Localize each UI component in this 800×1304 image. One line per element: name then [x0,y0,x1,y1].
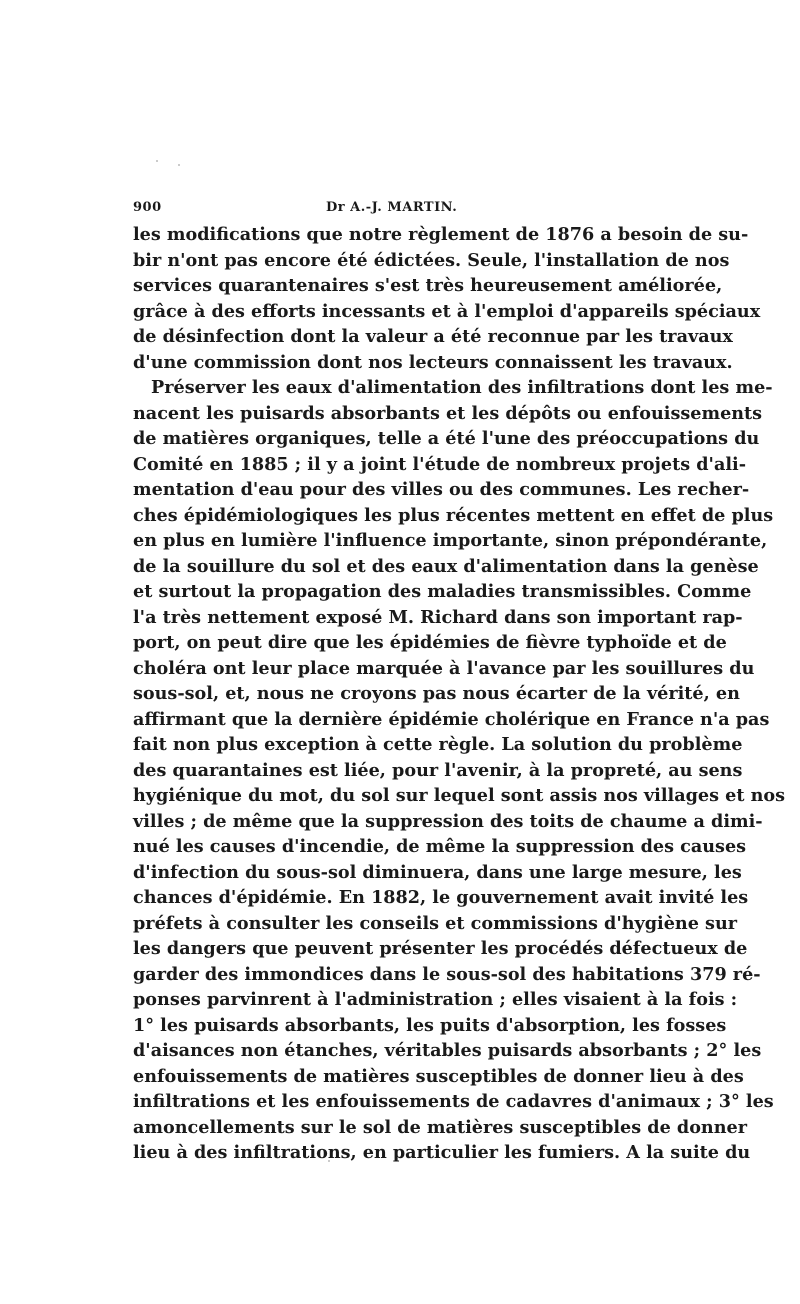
text-line: de la souillure du sol et des eaux d'alimentation dans la genèse [133,555,759,577]
text-line: mentation d'eau pour des villes ou des communes. Les recher- [133,479,750,500]
text-line: préfets à consulter les conseils et commissions d'hygiène sur [133,912,738,934]
text-line: hygiénique du mot, du sol sur lequel sont assis nos villages et nos [133,785,785,806]
running-head-author: Dr A.-J. MARTIN. [326,200,458,215]
text-line: et surtout la propagation des maladies transmissibles. Comme [133,581,752,602]
text-line: d'aisances non étanches, véritables puisards absorbants ; 2° les [133,1040,762,1061]
text-line: lieu à des infiltrations, en particulier les fumiers. A la suite du [133,1142,751,1163]
print-speck [156,160,158,162]
text-line: les dangers que peuvent présenter les procédés défectueux de [133,938,748,959]
text-line: ponses parvinrent à l'administration ; elles visaient à la fois : [133,989,738,1010]
text-line: choléra ont leur place marquée à l'avance par les souillures du [133,657,755,679]
text-line: Comité en 1885 ; il y a joint l'étude de nombreux projets d'ali- [133,453,747,475]
text-line: enfouissements de matières susceptibles de donner lieu à des [133,1065,744,1087]
text-line: affirmant que la dernière épidémie cholérique en France n'a pas [133,708,770,730]
print-speck [178,164,180,166]
text-line: villes ; de même que la suppression des toits de chaume a dimi- [133,810,763,832]
text-line: amoncellements sur le sol de matières susceptibles de donner [133,1116,747,1138]
text-line: nacent les puisards absorbants et les dépôts ou enfouissements [133,402,763,424]
text-line: nué les causes d'incendie, de même la suppression des causes [133,836,747,857]
text-line: ches épidémiologiques les plus récentes mettent en effet de plus [133,504,774,526]
text-line: en plus en lumière l'influence importante, sinon prépondérante, [133,530,768,551]
page-number: 900 [133,200,162,215]
text-line: fait non plus exception à cette règle. La solution du problème [133,734,743,755]
text-line: sous-sol, et, nous ne croyons pas nous écarter de la vérité, en [133,683,740,704]
text-line: d'une commission dont nos lecteurs connaissent les travaux. [133,351,733,373]
text-line: port, on peut dire que les épidémies de fièvre typhoïde et de [133,632,727,653]
text-line: de matières organiques, telle a été l'une des préoccupations du [133,428,760,449]
paragraph-2 [133,375,785,1166]
text-line: Préserver les eaux d'alimentation des infiltrations dont les me- [151,377,773,398]
text-line: d'infection du sous-sol diminuera, dans une large mesure, les [133,861,742,883]
text-line: infiltrations et les enfouissements de cadavres d'animaux ; 3° les [133,1091,774,1112]
body-text [133,222,785,1166]
text-line: chances d'épidémie. En 1882, le gouvernement avait invité les [133,887,749,908]
text-line: garder des immondices dans le sous-sol des habitations 379 ré- [133,963,761,985]
running-head [133,192,663,222]
text-line: services quarantenaires s'est très heureusement améliorée, [133,275,723,296]
text-line: grâce à des efforts incessants et à l'emploi d'appareils spéciaux [133,300,761,322]
text-line: des quarantaines est liée, pour l'avenir, à la propreté, au sens [133,759,743,781]
paragraph-1 [133,222,761,375]
text-line: l'a très nettement exposé M. Richard dans son important rap- [133,606,743,628]
book-page [133,192,785,1166]
text-line: bir n'ont pas encore été édictées. Seule, l'installation de nos [133,249,730,271]
text-line: les modifications que notre règlement de 1876 a besoin de su- [133,224,749,245]
text-line: 1° les puisards absorbants, les puits d'absorption, les fosses [133,1014,727,1036]
text-line: de désinfection dont la valeur a été reconnue par les travaux [133,326,733,347]
